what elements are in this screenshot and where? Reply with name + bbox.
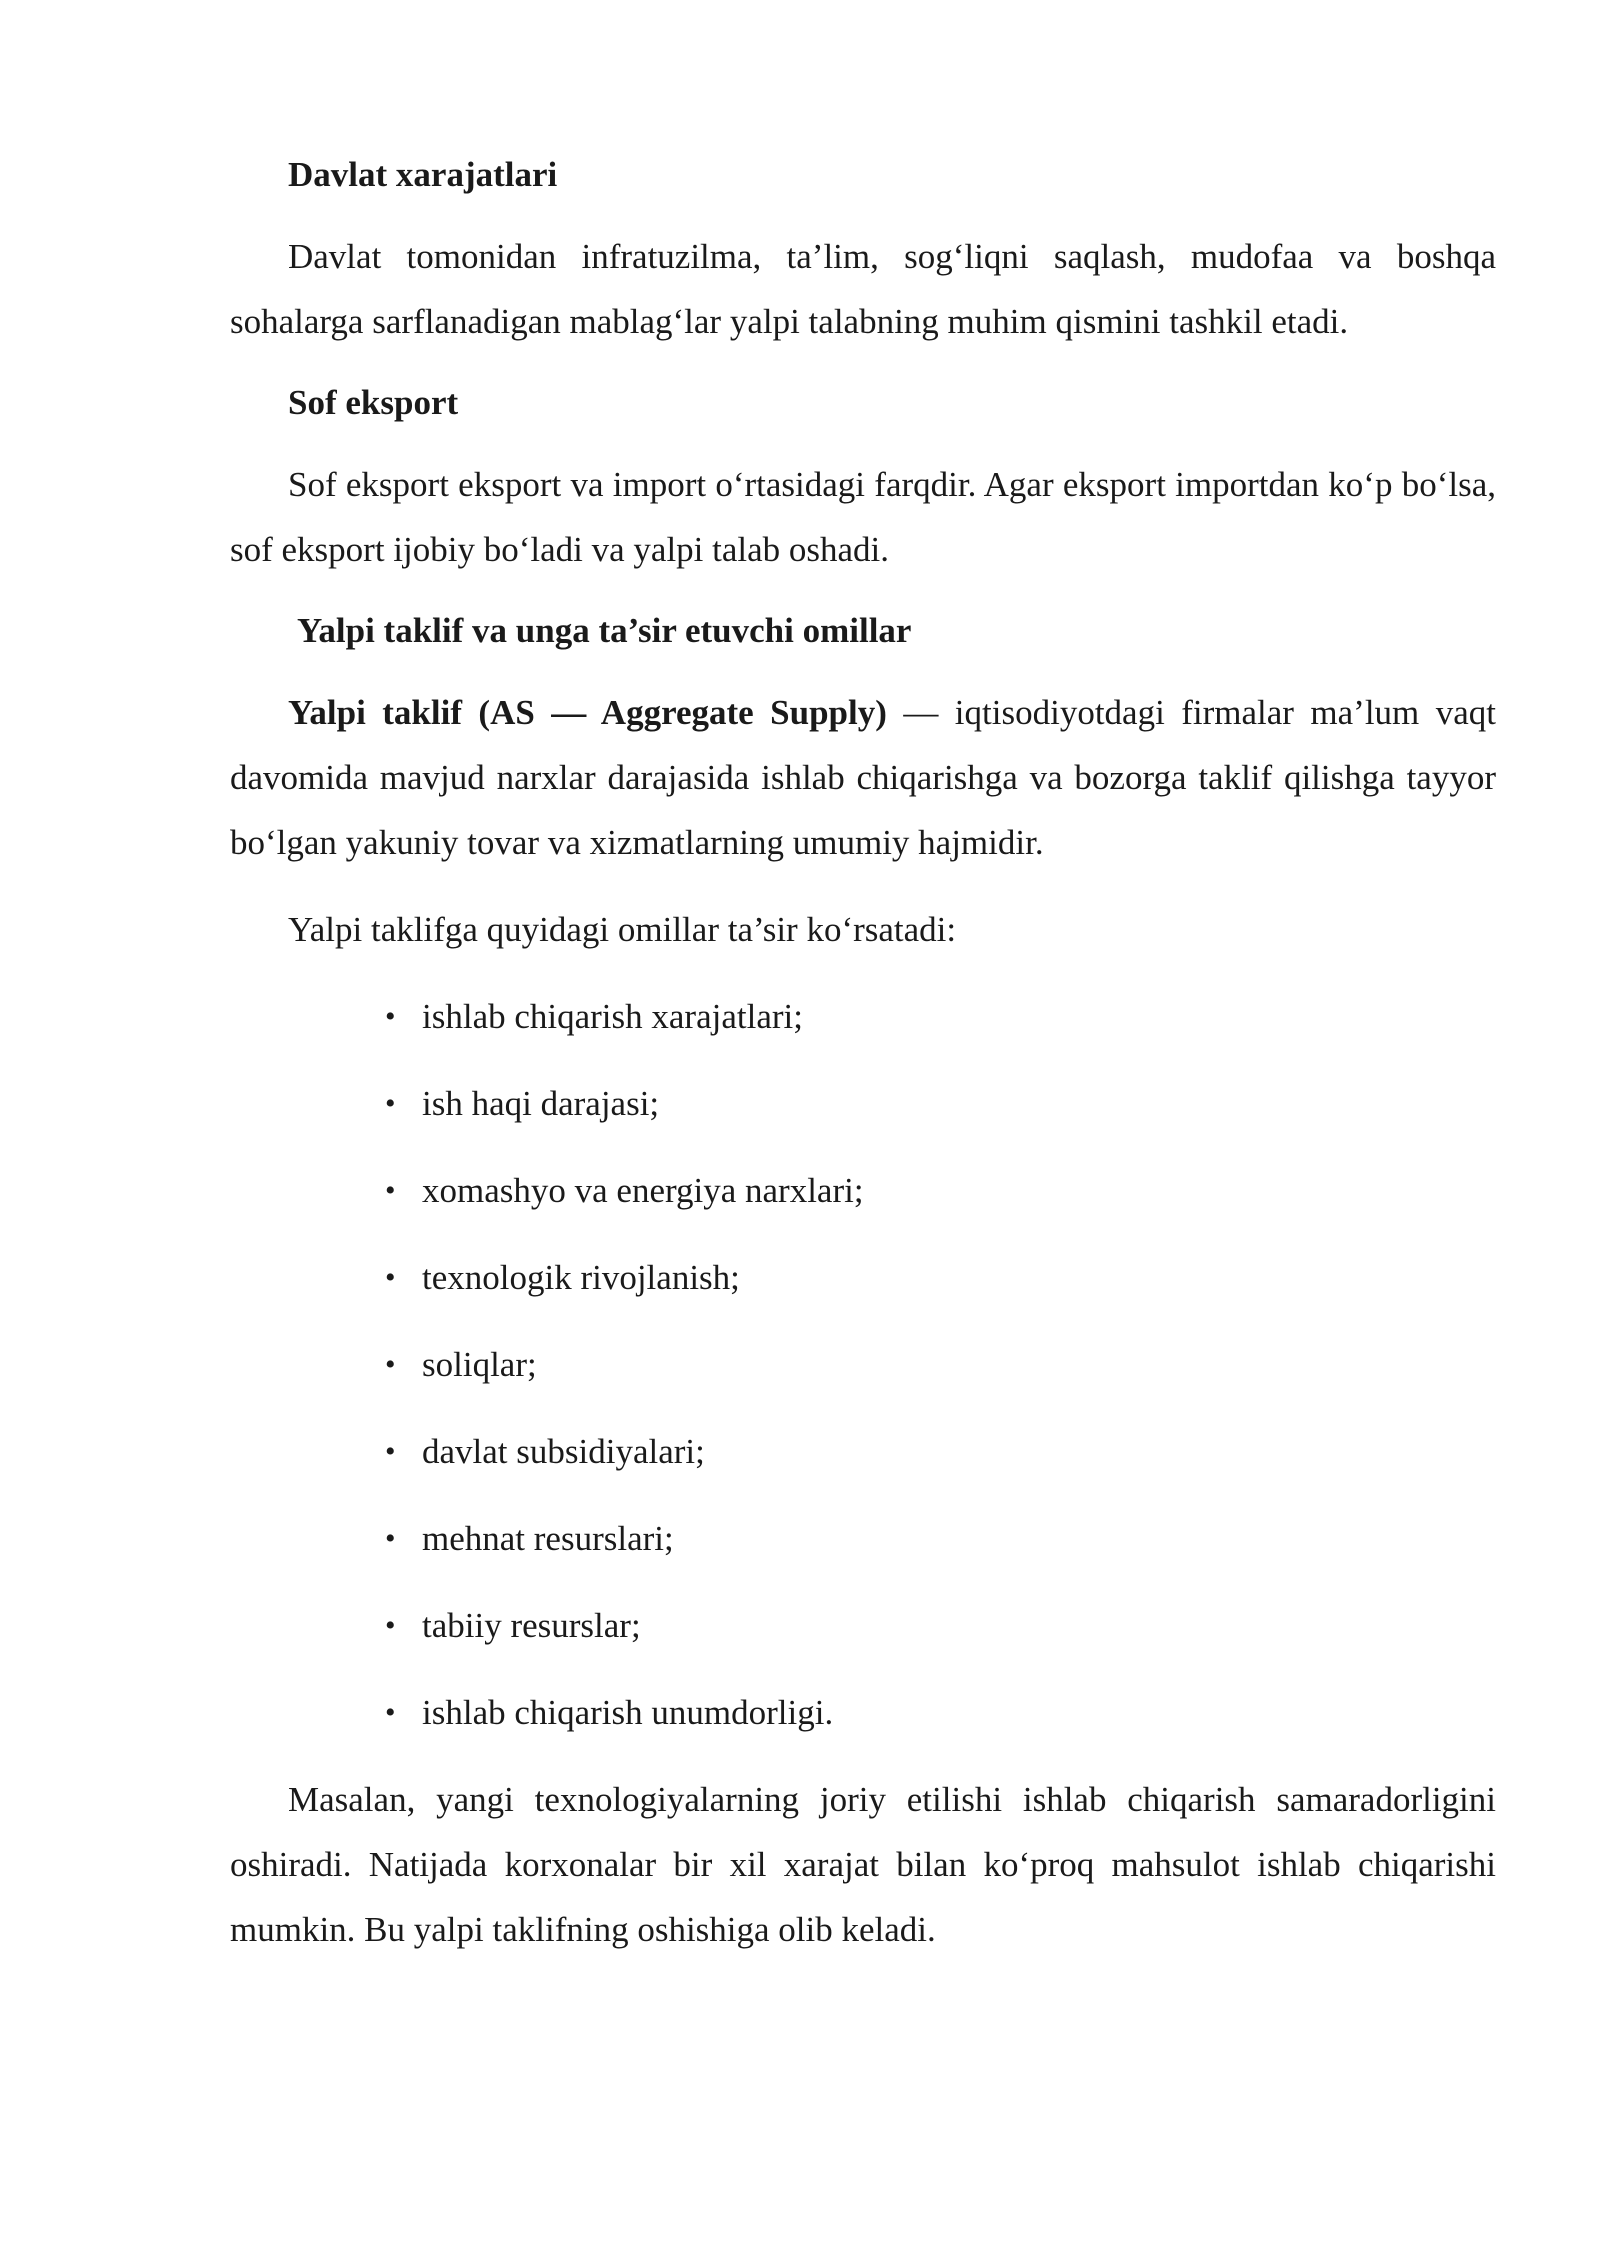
section-heading-aggregate-supply: Yalpi taklif va unga ta’sir etuvchi omillar	[297, 611, 912, 650]
paragraph-net-export: Sof eksport eksport va import o‘rtasidagi farqdir. Agar eksport importdan ko‘p bo‘lsa, sof eksport ijobiy bo‘ladi va yalpi talab oshadi.	[230, 465, 1496, 569]
list-item-text: ishlab chiqarish xarajatlari;	[422, 997, 803, 1036]
list-item	[230, 1158, 1496, 1223]
paragraph-example: Masalan, yangi texnologiyalarning joriy etilishi ishlab chiqarish samaradorligini oshiradi. Natijada korxonalar bir xil xarajat bilan ko‘proq mahsulot ishlab chiqarishi mumkin. Bu yalpi taklifning oshishiga olib keladi.	[230, 1780, 1496, 1949]
list-item-text: texnologik rivojlanish;	[422, 1258, 740, 1297]
bullet-icon: •	[385, 1609, 396, 1642]
bullet-icon: •	[385, 1522, 396, 1555]
bullet-icon: •	[385, 1000, 396, 1033]
list-item	[230, 1071, 1496, 1136]
bullet-icon: •	[385, 1348, 396, 1381]
section-heading-net-export: Sof eksport	[288, 383, 459, 422]
bullet-icon: •	[385, 1087, 396, 1120]
document-page	[230, 148, 1496, 1984]
list-item-text: xomashyo va energiya narxlari;	[422, 1171, 864, 1210]
list-item-text: ishlab chiqarish unumdorligi.	[422, 1693, 834, 1732]
bullet-icon: •	[385, 1435, 396, 1468]
list-item-text: tabiiy resurslar;	[422, 1606, 641, 1645]
bullet-icon: •	[385, 1174, 396, 1207]
paragraph-aggregate-supply-definition	[230, 680, 1496, 875]
list-item	[230, 1332, 1496, 1397]
factors-list	[230, 984, 1496, 1745]
definition-term: Yalpi taklif (AS — Aggregate Supply)	[288, 693, 887, 732]
list-item-text: mehnat resurslari;	[422, 1519, 674, 1558]
paragraph-factors-intro: Yalpi taklifga quyidagi omillar ta’sir ko‘rsatadi:	[288, 910, 957, 949]
definition-text: — iqtisodiyotdagi firmalar ma’lum vaqt davomida mavjud narxlar darajasida ishlab chiqarishga va bozorga taklif qilishga tayyor bo‘lgan yakuniy tovar va xizmatlarning umumiy hajmidir.	[230, 693, 1496, 862]
bullet-icon: •	[385, 1261, 396, 1294]
list-item	[230, 1593, 1496, 1658]
list-item-text: davlat subsidiyalari;	[422, 1432, 705, 1471]
section-heading-government-spending: Davlat xarajatlari	[288, 155, 558, 194]
list-item	[230, 1419, 1496, 1484]
list-item	[230, 984, 1496, 1049]
list-item-text: soliqlar;	[422, 1345, 537, 1384]
list-item	[230, 1680, 1496, 1745]
list-item	[230, 1506, 1496, 1571]
paragraph-government-spending: Davlat tomonidan infratuzilma, ta’lim, sog‘liqni saqlash, mudofaa va boshqa sohalarga sarflanadigan mablag‘lar yalpi talabning muhim qismini tashkil etadi.	[230, 237, 1496, 341]
bullet-icon: •	[385, 1696, 396, 1729]
list-item	[230, 1245, 1496, 1310]
list-item-text: ish haqi darajasi;	[422, 1084, 660, 1123]
